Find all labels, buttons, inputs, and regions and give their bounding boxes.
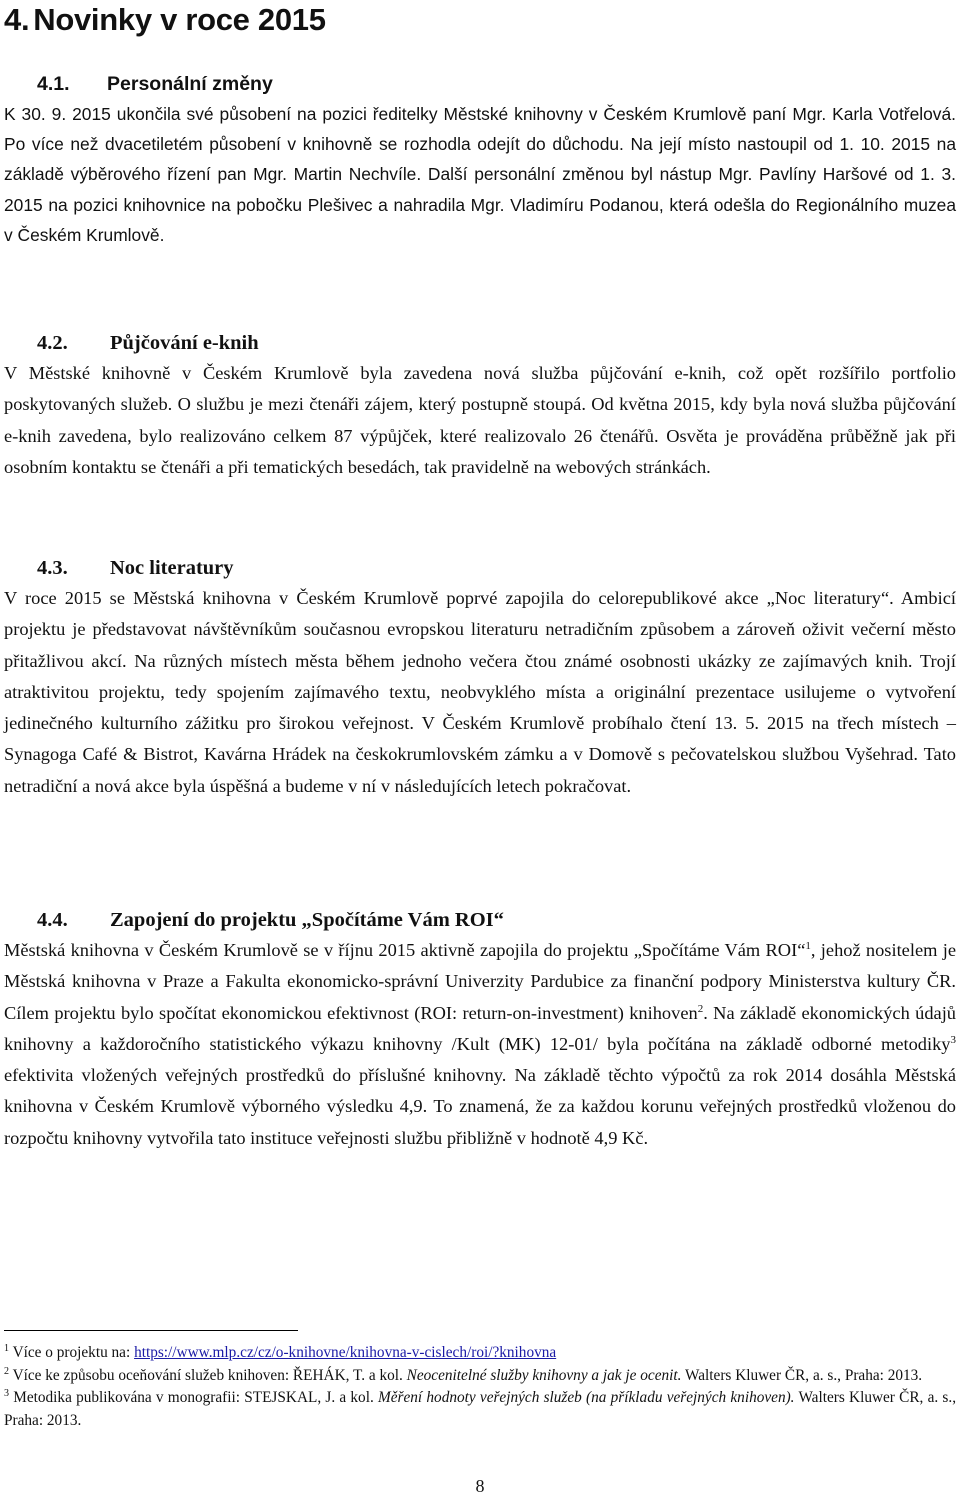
section-paragraph: V Městské knihovně v Českém Krumlově byla zavedena nová služba půjčování e-knih, což opět rozšířilo portfolio poskytovaných služeb. O službu je mezi čtenáři zájem, který postupně stoupá. Od května 2015, kdy byla nová služba půjčování e-knih zavedena, bylo realizováno celkem 87 výpůjček, které realizovalo 26 čtenářů. Osvěta je prováděna průběžně jak při osobním kontaktu se čtenáři a při tematických besedách, tak pravidelně na webových stránkách.: [4, 363, 956, 477]
section-title: Půjčování e-knih: [110, 332, 259, 354]
section-number: 4.1.: [37, 73, 70, 95]
section-heading: [4, 329, 956, 358]
section-paragraph: V roce 2015 se Městská knihovna v Českém Krumlově poprvé zapojila do celorepublikové akce „Noc literatury“. Ambicí projektu je představovat návštěvníkům současnou evropskou literaturu netradičním způsobem a zároveň oživit večerní město přitažlivou akcí. Na různých místech města během jednoho večera čtou známé osobnosti ukázky ze zajímavých knih. Trojí atraktivitou projektu, tedy spojením zajímavého textu, neobvyklého místa a originální prezentace usilujeme o vytvoření jedinečného kulturního zážitku pro širokou veřejnost. V Českém Krumlově probíhalo čtení 13. 5. 2015 na třech místech – Synagoga Café & Bistrot, Kavárna Hrádek na českokrumlovském zámku a v Domově s pečovatelskou službou Vyšehrad. Tato netradiční a nová akce byla úspěšná a budeme v ní v následujících letech pokračovat.: [4, 588, 956, 796]
footnote-3: [4, 1387, 956, 1432]
section-heading: [4, 906, 956, 935]
footnote-text: Více o projektu na:: [12, 1344, 135, 1361]
footnote-ref-3[interactable]: 3: [950, 1033, 956, 1046]
footnote-text: Metodika publikována v monografii: STEJSKAL, J. a kol.: [13, 1389, 378, 1406]
footnote-text: Walters Kluwer ČR, a. s., Praha: 2013.: [681, 1366, 923, 1384]
footnote-ref-1[interactable]: 1: [805, 939, 811, 952]
section-heading: [4, 554, 956, 583]
section-number: 4.3.: [37, 557, 68, 579]
paragraph-part: efektivita vložených veřejných prostředků do příslušné knihovny. Na základě těchto výpočtů za rok 2014 dosáhla Městská knihovna v Českém Krumlově výborného výsledku 4,9. To znamená, že za každou korunu veřejných prostředků vloženou do rozpočtu knihovny vytvořila tato instituce veřejnosti službu přibližně v hodnotě 4,9 Kč.: [4, 1065, 956, 1148]
page-number: 8: [475, 1476, 485, 1496]
footnote-mark: 1: [4, 1342, 9, 1354]
footnote-1: [4, 1342, 956, 1365]
footnote-text: Více ke způsobu oceňování služeb knihoven: ŘEHÁK, T. a kol.: [12, 1366, 407, 1384]
footnote-title: Neocenitelné služby knihovny a jak je ocenit.: [406, 1366, 682, 1384]
section-title: Zapojení do projektu „Spočítáme Vám ROI“: [110, 909, 504, 931]
section-title: Noc literatury: [110, 557, 234, 579]
paragraph-part: , jehož nositelem je Městská knihovna v Praze a Fakulta ekonomicko-správní Univerzity Pardubice za finanční podpory Ministerstva kultury ČR. Cílem projektu bylo spočítat ekonomickou efektivnost (ROI: return-on-investment) knihoven: [4, 940, 956, 1023]
footnote-mark: 2: [4, 1365, 9, 1377]
paragraph-part: . Na základě ekonomických údajů knihovny a každoročního statistického výkazu knihovny /Kult (MK) 12-01/ byla počítána na základě odborné metodiky: [4, 1002, 957, 1054]
section-paragraph: K 30. 9. 2015 ukončila své působení na pozici ředitelky Městské knihovny v Českém Krumlově paní Mgr. Karla Votřelová. Po více než dvacetiletém působení v knihovně se rozhodla odejít do důchodu. Na její místo nastoupil od 1. 10. 2015 na základě výběrového řízení pan Mgr. Martin Nechvíle. Další personální změnou byl nástup Mgr. Pavlíny Haršové od 1. 3. 2015 na pozici knihovnice na pobočku Plešivec a nahradila Mgr. Vladimíru Podanou, která odešla do Regionálního muzea v Českém Krumlově.: [4, 104, 956, 245]
footnote-link[interactable]: https://www.mlp.cz/cz/o-knihovne/knihovna-v-cislech/roi/?knihovna: [134, 1344, 557, 1361]
section-title: Personální změny: [107, 73, 273, 95]
footnote-mark: 3: [4, 1387, 9, 1399]
footnote-title: Měření hodnoty veřejných služeb (na příkladu veřejných knihoven).: [378, 1389, 795, 1406]
paragraph-part: Městská knihovna v Českém Krumlově se v říjnu 2015 aktivně zapojila do projektu „Spočítáme Vám ROI“: [4, 940, 806, 960]
chapter-title: Novinky v roce 2015: [33, 2, 326, 37]
section-paragraph: [4, 935, 956, 1154]
chapter-heading: [4, 0, 326, 40]
section-personnel: [4, 70, 956, 250]
footnotes: [4, 1342, 956, 1432]
chapter-number: 4.: [4, 2, 30, 37]
section-night-of-literature: [4, 554, 956, 802]
footnote-text: Walters Kluwer ČR, a. s., Praha: 2013.: [4, 1389, 957, 1429]
section-roi-project: [4, 906, 956, 1154]
section-number: 4.2.: [37, 332, 68, 354]
footnote-2: [4, 1365, 956, 1388]
section-ebooks: [4, 329, 956, 483]
section-number: 4.4.: [37, 909, 68, 931]
footnote-ref-2[interactable]: 2: [697, 1002, 704, 1015]
section-heading: [4, 70, 956, 99]
footnote-separator: [4, 1330, 298, 1331]
